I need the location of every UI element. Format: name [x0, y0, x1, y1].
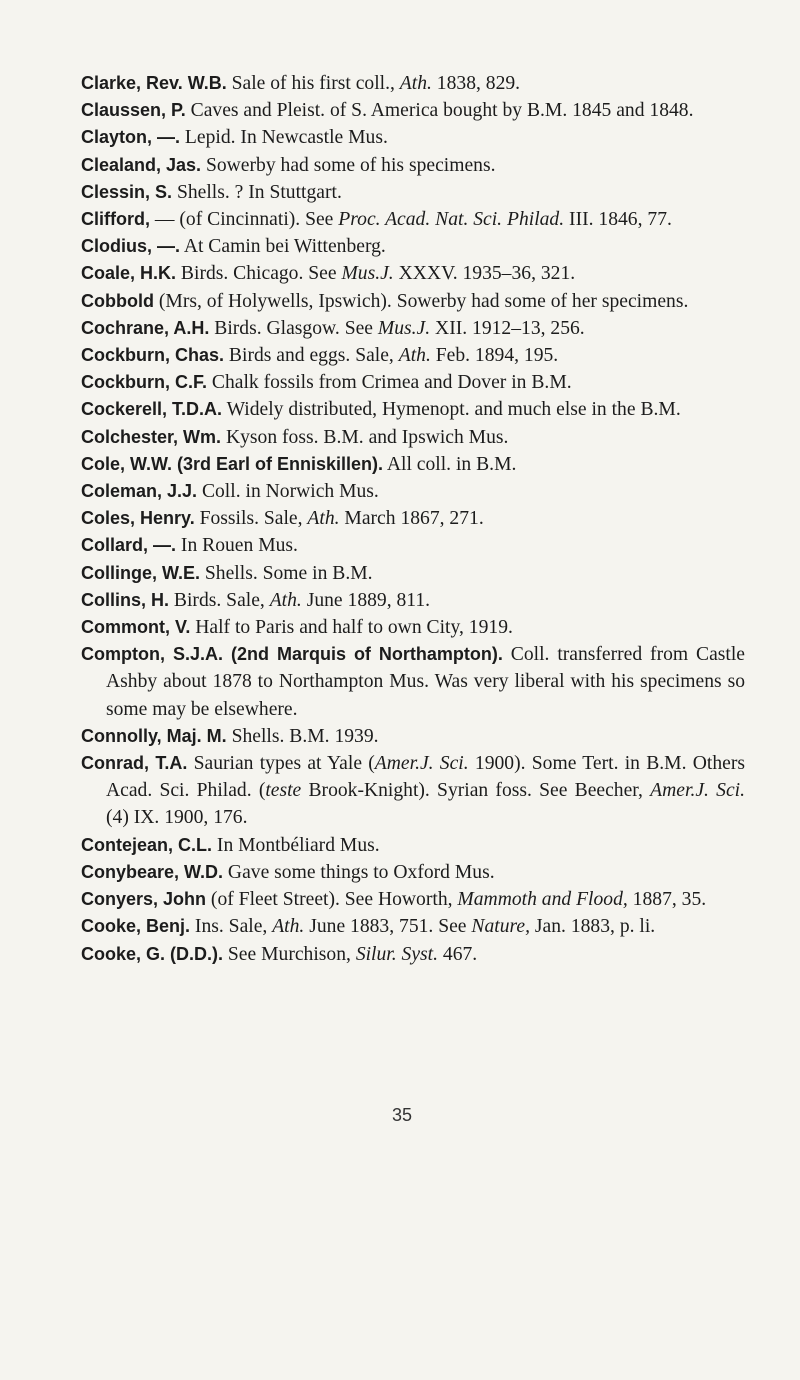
entry-name: Clarke, Rev. W.B. — [81, 73, 227, 93]
entry-name: Contejean, C.L. — [81, 834, 213, 855]
list-item — [81, 369, 745, 396]
entry-text: (of Fleet Street). See Howorth, — [206, 889, 458, 911]
entry-name: Coale, H.K. — [81, 263, 177, 284]
entry-text: Fossils. Sale, — [194, 508, 308, 530]
list-item — [81, 505, 745, 532]
entry-text: March 1867, 271. — [339, 508, 484, 530]
entry-text: Jan. 1883, p. li. — [530, 916, 656, 938]
entry-name: Cooke, Benj. — [81, 916, 191, 937]
entry-text: Chalk fossils from Crimea and Dover in B.M. — [207, 372, 572, 394]
entry-text: 1887, 35. — [627, 889, 707, 911]
list-item — [81, 560, 745, 587]
list-item — [81, 70, 745, 97]
entry-citation-italic: Ath. — [307, 508, 340, 530]
list-item — [81, 723, 745, 750]
entry-name: Clealand, Jas. — [81, 154, 202, 175]
entry-text: 1838, 829. — [431, 73, 521, 94]
entry-text: June 1883, 751. See — [304, 916, 472, 938]
entry-citation-italic: Silur. Syst. — [355, 943, 439, 965]
entry-text: All coll. in B.M. — [383, 453, 517, 475]
list-item — [81, 288, 745, 315]
entry-text: Birds. Sale, — [169, 589, 270, 611]
entry-name: Commont, V. — [81, 617, 191, 638]
entry-name: Claussen, P. — [81, 100, 186, 121]
list-item — [81, 233, 745, 260]
entry-text: Sowerby had some of his specimens. — [201, 154, 496, 176]
entry-name: Clifford, — [81, 209, 150, 230]
entry-text: Birds. Glasgow. See — [209, 317, 378, 339]
entry-name: Compton, S.J.A. (2nd Marquis of Northampton). — [81, 644, 503, 665]
list-item — [81, 478, 745, 505]
entry-citation-italic: Ath. — [269, 589, 302, 611]
entry-text: III. 1846, 77. — [564, 209, 672, 231]
entry-name: Cochrane, A.H. — [81, 317, 210, 338]
entry-citation-italic: Mammoth and Flood, — [457, 889, 628, 911]
entry-text: Birds. Chicago. See — [176, 263, 342, 285]
list-item — [81, 124, 745, 151]
entry-name: Conyers, John — [81, 889, 207, 910]
entry-text: Birds and eggs. Sale, — [224, 345, 399, 367]
entry-text: Half to Paris and half to own City, 1919. — [190, 617, 513, 639]
entry-name: Coles, Henry. — [81, 508, 195, 529]
entry-text: (Mrs, of Holywells, Ipswich). Sowerby had some of her specimens. — [153, 290, 689, 312]
entry-name: Cole, W.W. (3rd Earl of Enniskillen). — [81, 453, 384, 474]
entry-text: XXXV. 1935–36, 321. — [393, 263, 576, 285]
entry-text: Feb. 1894, 195. — [430, 345, 559, 367]
entry-name: Collins, H. — [81, 589, 170, 610]
list-item — [81, 342, 745, 369]
entry-text: Sale of his first coll., — [226, 73, 400, 94]
entry-citation-italic: Proc. Acad. Nat. Sci. Philad. — [338, 209, 565, 231]
entry-text: Lepid. In Newcastle Mus. — [180, 127, 388, 149]
list-item — [81, 532, 745, 559]
entry-text: — (of Cincinnati). See — [150, 209, 339, 231]
list-item — [81, 750, 745, 832]
entry-text: XII. 1912–13, 256. — [430, 317, 585, 339]
entry-text: Widely distributed, Hymenopt. and much else in the B.M. — [222, 399, 681, 421]
entry-name: Coleman, J.J. — [81, 481, 198, 502]
entry-name: Conybeare, W.D. — [81, 861, 224, 882]
list-item — [81, 424, 745, 451]
list-item — [81, 859, 745, 886]
entry-text: (4) IX. 1900, 176. — [106, 807, 248, 829]
list-item — [81, 641, 745, 723]
list-item — [81, 451, 745, 478]
list-item — [81, 913, 745, 940]
entry-text: Caves and Pleist. of S. America bought by B.M. 1845 and 1848. — [185, 100, 694, 122]
list-item — [81, 941, 745, 968]
entry-name: Connolly, Maj. M. — [81, 725, 227, 746]
entry-citation-italic: Mus.J. — [377, 317, 431, 339]
entry-citation-italic: Amer.J. Sci. — [650, 780, 745, 802]
entry-name: Cockburn, C.F. — [81, 372, 208, 393]
entry-text: Shells. B.M. 1939. — [226, 725, 379, 747]
entry-name: Cooke, G. (D.D.). — [81, 943, 224, 964]
entry-text: 467. — [438, 943, 478, 965]
list-item — [81, 832, 745, 859]
entry-name: Clessin, S. — [81, 181, 173, 202]
entry-text: In Rouen Mus. — [176, 535, 298, 557]
list-item — [81, 260, 745, 287]
entry-name: Clodius, —. — [81, 236, 180, 257]
entry-text: At Camin bei Wittenberg. — [180, 236, 386, 258]
entry-text: Saurian types at Yale ( — [187, 753, 375, 775]
entry-name: Colchester, Wm. — [81, 426, 222, 447]
entry-text: In Montbéliard Mus. — [212, 834, 380, 856]
entry-citation-italic: Nature, — [471, 916, 531, 938]
entry-text: Brook-Knight). Syrian foss. See Beecher, — [301, 780, 651, 802]
entry-name: Conrad, T.A. — [81, 753, 188, 774]
entry-text: Coll. transferred from Castle Ashby about 1878 to Northampton Mus. Was very liberal with his specimens so some may be elsewhere. — [106, 644, 745, 720]
list-item — [81, 206, 745, 233]
entry-citation-italic: Ath. — [398, 345, 431, 367]
entry-citation-italic: Ath. — [272, 916, 305, 938]
entry-list — [81, 70, 745, 968]
entry-text: Shells. ? In Stuttgart. — [172, 181, 342, 203]
list-item — [81, 179, 745, 206]
entry-text: See Murchison, — [223, 943, 356, 965]
entry-name: Collard, —. — [81, 535, 177, 556]
entry-text: 1900). Some Tert. in B.M. Others Acad. Sci. Philad. ( — [106, 753, 745, 802]
list-item — [81, 152, 745, 179]
entry-name: Cockerell, T.D.A. — [81, 399, 223, 420]
entry-citation-italic: Amer.J. Sci. — [374, 753, 469, 775]
entry-name: Cobbold — [81, 290, 154, 311]
entry-text: Kyson foss. B.M. and Ipswich Mus. — [221, 426, 509, 448]
list-item — [81, 614, 745, 641]
entry-name: Clayton, —. — [81, 127, 181, 148]
list-item — [81, 886, 745, 913]
page-number: 35 — [392, 1105, 413, 1125]
entry-text: Gave some things to Oxford Mus. — [223, 861, 495, 883]
list-item — [81, 396, 745, 423]
entry-citation-italic: Ath. — [399, 73, 432, 94]
entry-text: Ins. Sale, — [190, 916, 273, 938]
entry-text: June 1889, 811. — [301, 589, 431, 611]
list-item — [81, 315, 745, 342]
entry-citation-italic: Mus.J. — [341, 263, 394, 285]
entry-citation-italic: teste — [265, 780, 302, 802]
entry-text: Shells. Some in B.M. — [200, 562, 373, 584]
list-item — [81, 97, 745, 124]
entry-name: Cockburn, Chas. — [81, 345, 225, 366]
entry-text: Coll. in Norwich Mus. — [197, 481, 379, 503]
entry-name: Collinge, W.E. — [81, 562, 201, 583]
list-item — [81, 587, 745, 614]
